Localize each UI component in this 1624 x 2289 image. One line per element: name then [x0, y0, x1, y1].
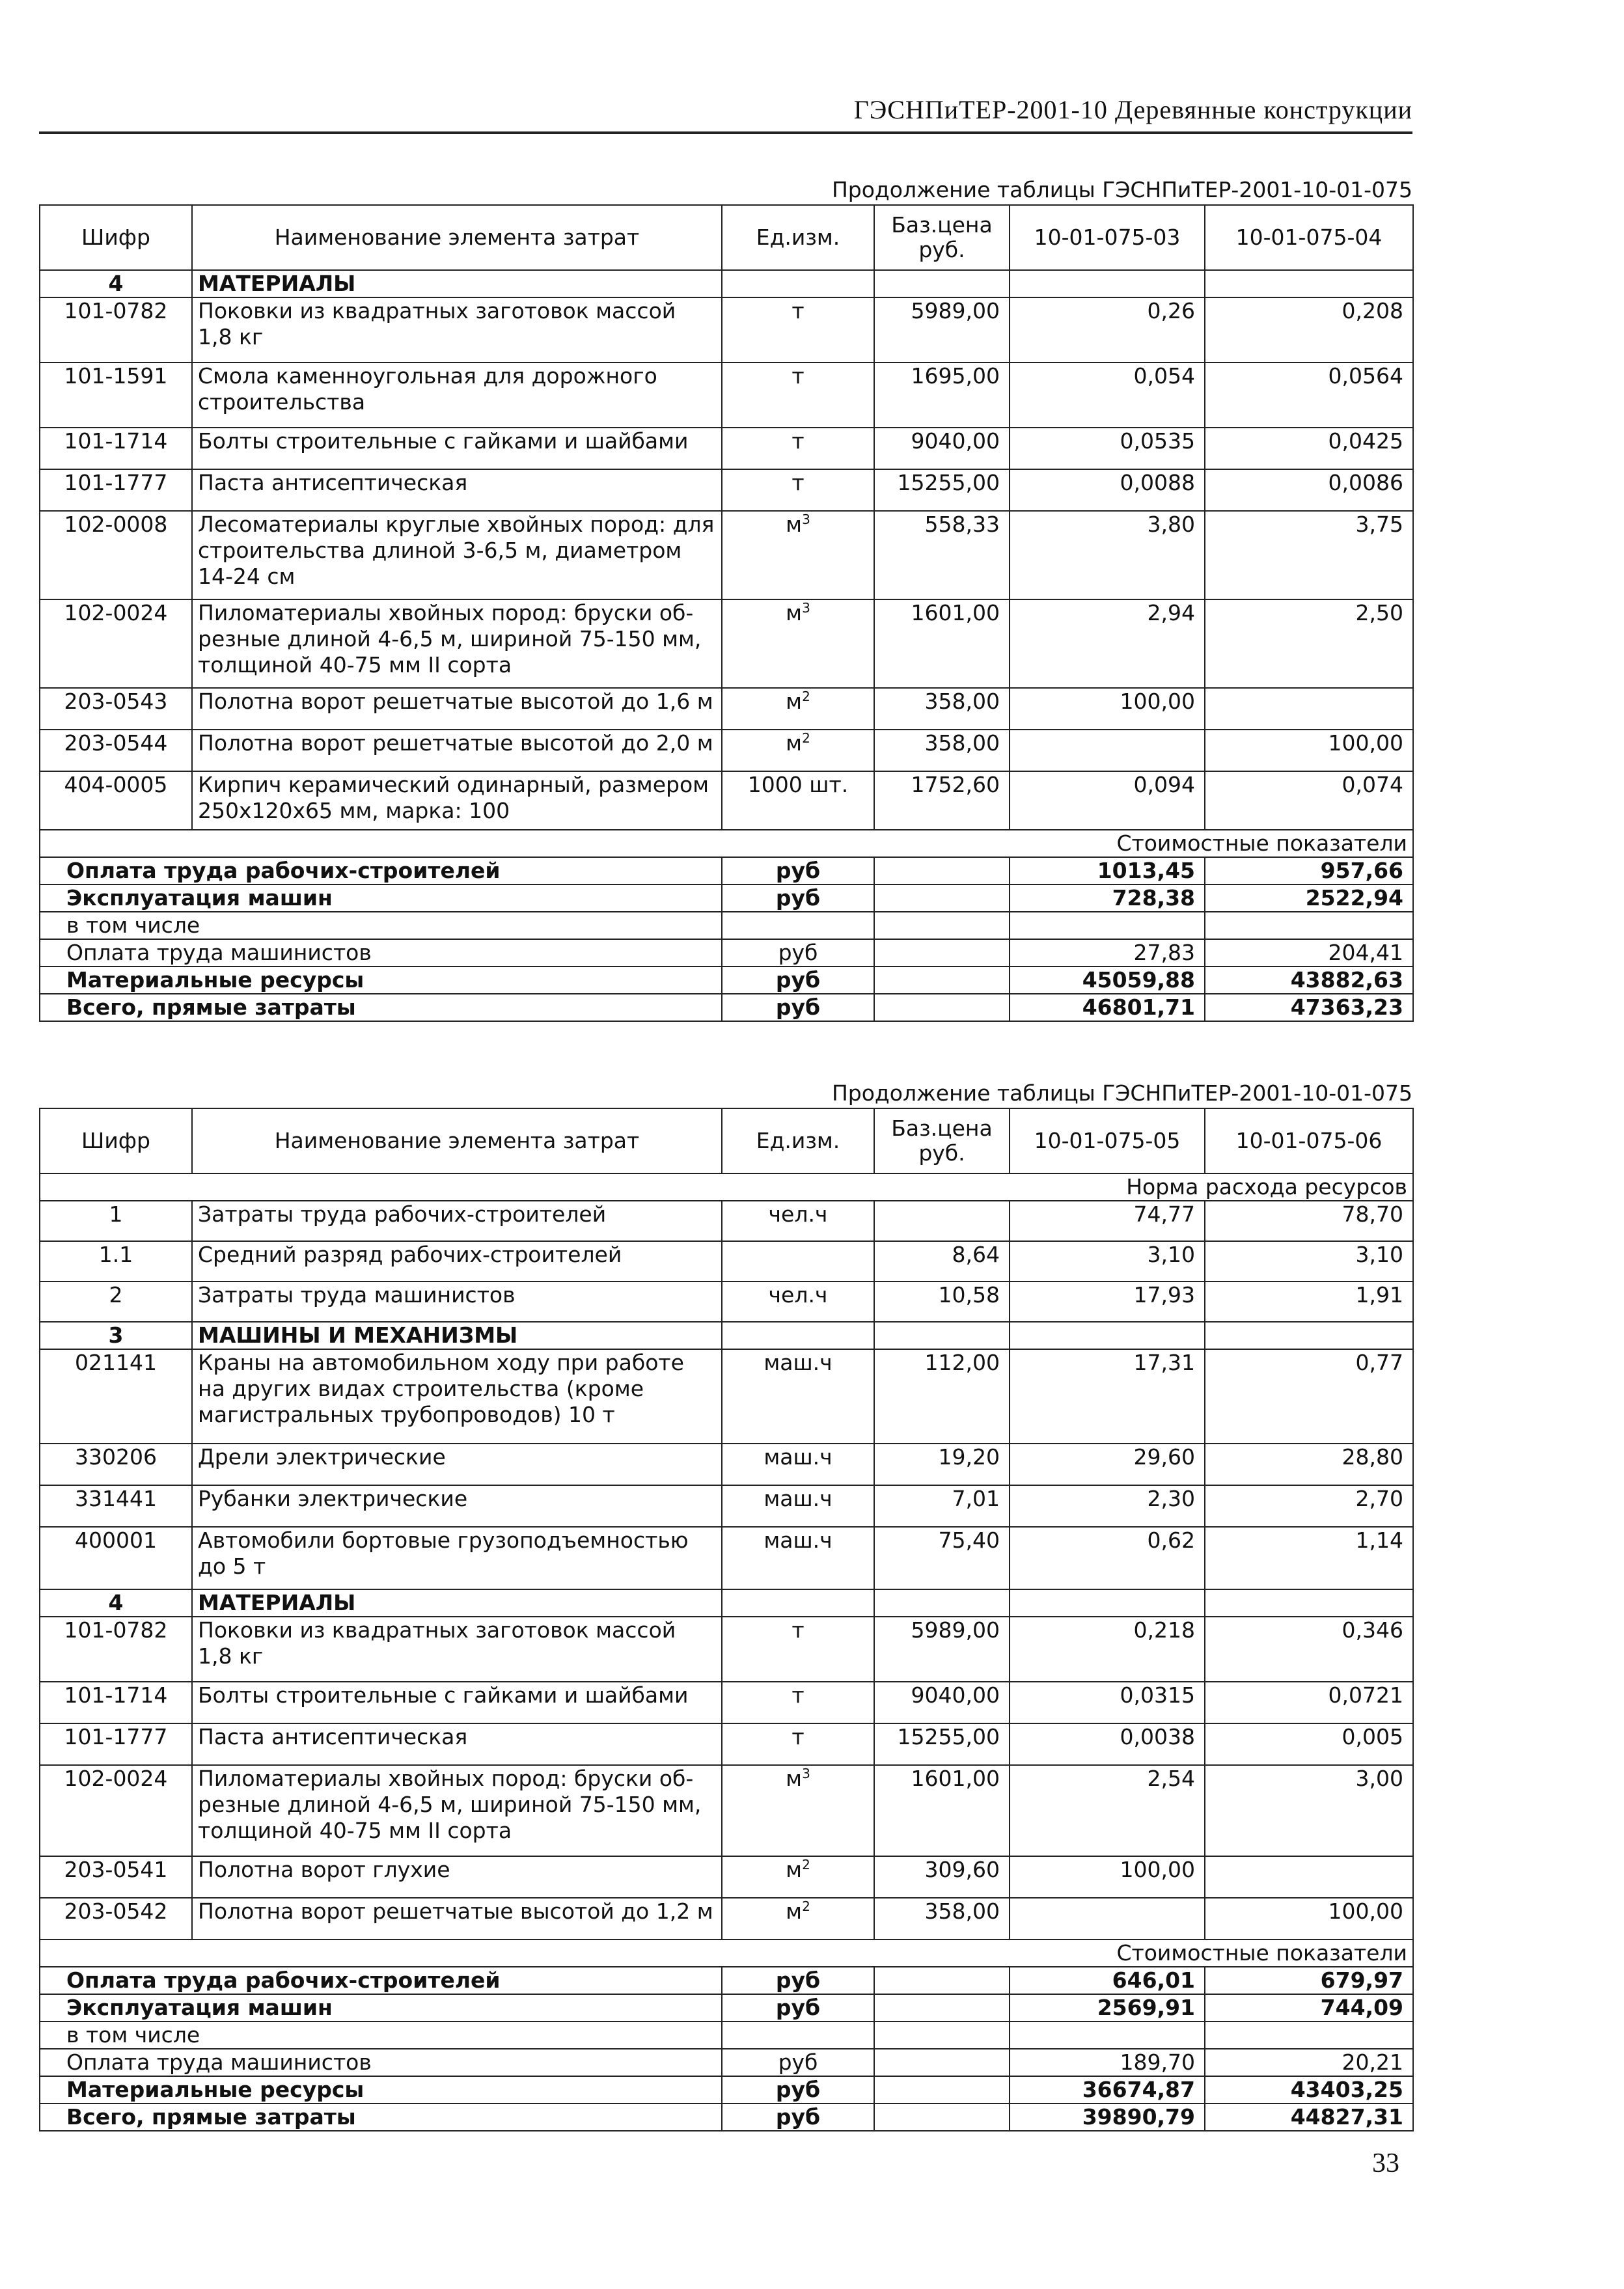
total-row — [40, 966, 1413, 994]
table2 — [39, 1108, 1414, 2131]
empty-cell — [874, 939, 1010, 966]
table-row — [40, 428, 1413, 469]
row-unit — [722, 1201, 874, 1241]
total-value1: 27,83 — [1010, 939, 1205, 966]
row-value2: 1,91 — [1205, 1282, 1413, 1322]
row-name: Пиломатериалы хвойных пород: бруски об-резные длиной 4-6,5 м, шириной 75-150 мм, толщиной 40-75 мм II сорта — [192, 1765, 722, 1856]
row-value2: 3,10 — [1205, 1241, 1413, 1282]
table-row — [40, 1898, 1413, 1939]
total-value1: 46801,71 — [1010, 994, 1205, 1021]
cost-header-row-text: Стоимостные показатели — [40, 830, 1413, 857]
total-label: Материальные ресурсы — [40, 966, 722, 994]
cost-header-row — [40, 1939, 1413, 1967]
table-row — [40, 1682, 1413, 1723]
unit-text: маш.ч — [764, 1350, 833, 1375]
row-name: Паста антисептическая — [192, 469, 722, 511]
row-code: 102-0008 — [40, 511, 192, 599]
section-row — [40, 270, 1413, 297]
total-unit: руб — [722, 994, 874, 1021]
row-value2: 2,70 — [1205, 1485, 1413, 1527]
total-unit: руб — [722, 884, 874, 912]
row-value2: 0,074 — [1205, 771, 1413, 830]
total-label: Эксплуатация машин — [40, 1994, 722, 2022]
row-code: 1.1 — [40, 1241, 192, 1282]
table-row — [40, 1527, 1413, 1589]
row-unit — [722, 771, 874, 830]
total-value2: 2522,94 — [1205, 884, 1413, 912]
row-code: 203-0541 — [40, 1856, 192, 1898]
table-row — [40, 1765, 1413, 1856]
section-title: МАТЕРИАЛЫ — [192, 1589, 722, 1617]
total-row — [40, 1967, 1413, 1994]
row-price: 9040,00 — [874, 428, 1010, 469]
row-unit — [722, 428, 874, 469]
row-name: Краны на автомобильном ходу при работе на других видах строительства (кроме магистральных трубопроводов) 10 т — [192, 1349, 722, 1444]
row-value1: 2,94 — [1010, 599, 1205, 688]
row-price: 1601,00 — [874, 599, 1010, 688]
empty-cell — [874, 857, 1010, 884]
empty-cell — [722, 1322, 874, 1349]
total-label: в том числе — [40, 2022, 722, 2049]
unit-text: м — [786, 1857, 803, 1882]
unit-text: м — [786, 512, 803, 537]
total-value2: 679,97 — [1205, 1967, 1413, 1994]
row-name: Поковки из квадратных заготовок массой 1,8 кг — [192, 1617, 722, 1682]
unit-text: т — [791, 363, 805, 389]
row-name: Затраты труда машинистов — [192, 1282, 722, 1322]
row-name: Кирпич керамический одинарный, размером 250х120х65 мм, марка: 100 — [192, 771, 722, 830]
row-name: Поковки из квадратных заготовок массой 1,8 кг — [192, 297, 722, 363]
row-price — [874, 1201, 1010, 1241]
table-row — [40, 1349, 1413, 1444]
total-value2: 744,09 — [1205, 1994, 1413, 2022]
row-value2: 1,14 — [1205, 1527, 1413, 1589]
empty-cell — [722, 1589, 874, 1617]
unit-text: чел.ч — [768, 1201, 828, 1227]
empty-cell — [1205, 1322, 1413, 1349]
empty-cell — [874, 2049, 1010, 2076]
total-unit — [722, 2022, 874, 2049]
row-code: 203-0542 — [40, 1898, 192, 1939]
table-row — [40, 599, 1413, 688]
table-row — [40, 1241, 1413, 1282]
row-code: 203-0544 — [40, 730, 192, 771]
row-unit — [722, 363, 874, 428]
table-row — [40, 1282, 1413, 1322]
unit-exponent: 2 — [802, 730, 810, 746]
row-unit — [722, 1856, 874, 1898]
col-code-header: Шифр — [40, 205, 192, 270]
row-value2: 3,00 — [1205, 1765, 1413, 1856]
row-code: 404-0005 — [40, 771, 192, 830]
row-name: Лесоматериалы круглые хвойных пород: для строительства длиной 3-6,5 м, диаметром 14-24 см — [192, 511, 722, 599]
total-row — [40, 939, 1413, 966]
table2-header-row — [40, 1108, 1413, 1173]
total-unit: руб — [722, 2104, 874, 2131]
row-value1: 0,218 — [1010, 1617, 1205, 1682]
row-value1: 100,00 — [1010, 688, 1205, 730]
row-unit — [722, 1241, 874, 1282]
total-row — [40, 2076, 1413, 2104]
table1-caption: Продолжение таблицы ГЭСНПиТЕР-2001-10-01-075 — [831, 177, 1412, 202]
total-value2: 44827,31 — [1205, 2104, 1413, 2131]
row-value2: 0,005 — [1205, 1723, 1413, 1765]
total-value1: 189,70 — [1010, 2049, 1205, 2076]
unit-text: маш.ч — [764, 1486, 833, 1511]
table-row — [40, 1485, 1413, 1527]
row-price: 5989,00 — [874, 297, 1010, 363]
row-value1 — [1010, 730, 1205, 771]
row-code: 101-1591 — [40, 363, 192, 428]
total-value2 — [1205, 912, 1413, 939]
row-name: Полотна ворот решетчатые высотой до 2,0 м — [192, 730, 722, 771]
col-price-header: Баз.цена руб. — [874, 1108, 1010, 1173]
row-code: 101-0782 — [40, 297, 192, 363]
row-unit — [722, 1485, 874, 1527]
col-unit-header: Ед.изм. — [722, 205, 874, 270]
row-price: 10,58 — [874, 1282, 1010, 1322]
table-row — [40, 297, 1413, 363]
row-name: Дрели электрические — [192, 1444, 722, 1485]
row-price: 358,00 — [874, 1898, 1010, 1939]
row-price: 8,64 — [874, 1241, 1010, 1282]
row-name: Пиломатериалы хвойных пород: бруски об-резные длиной 4-6,5 м, шириной 75-150 мм, толщиной 40-75 мм II сорта — [192, 599, 722, 688]
empty-cell — [874, 1967, 1010, 1994]
total-unit: руб — [722, 857, 874, 884]
row-code: 101-1777 — [40, 469, 192, 511]
empty-cell — [874, 994, 1010, 1021]
row-value1: 0,0088 — [1010, 469, 1205, 511]
row-value1: 100,00 — [1010, 1856, 1205, 1898]
unit-text: т — [791, 1682, 805, 1708]
unit-text: м — [786, 730, 803, 756]
row-value2 — [1205, 688, 1413, 730]
section-code: 3 — [40, 1322, 192, 1349]
row-value1: 0,094 — [1010, 771, 1205, 830]
total-row — [40, 2104, 1413, 2131]
empty-cell — [874, 2104, 1010, 2131]
row-name: Паста антисептическая — [192, 1723, 722, 1765]
unit-text: т — [791, 428, 805, 454]
row-unit — [722, 1282, 874, 1322]
row-name: Полотна ворот решетчатые высотой до 1,2 м — [192, 1898, 722, 1939]
unit-text: м — [786, 600, 803, 625]
col-value2-header: 10-01-075-06 — [1205, 1108, 1413, 1173]
row-code: 1 — [40, 1201, 192, 1241]
row-price: 7,01 — [874, 1485, 1010, 1527]
section-row — [40, 1322, 1413, 1349]
table-row — [40, 469, 1413, 511]
row-value2 — [1205, 1856, 1413, 1898]
table2-caption: Продолжение таблицы ГЭСНПиТЕР-2001-10-01-075 — [831, 1080, 1412, 1106]
total-label: Оплата труда машинистов — [40, 939, 722, 966]
unit-text: м — [786, 689, 803, 714]
row-code: 331441 — [40, 1485, 192, 1527]
norm-header-row — [40, 1173, 1413, 1201]
total-value1: 1013,45 — [1010, 857, 1205, 884]
row-unit — [722, 1349, 874, 1444]
table-row — [40, 1856, 1413, 1898]
row-price: 1695,00 — [874, 363, 1010, 428]
row-price: 19,20 — [874, 1444, 1010, 1485]
row-price: 9040,00 — [874, 1682, 1010, 1723]
row-value2: 0,0086 — [1205, 469, 1413, 511]
row-price: 309,60 — [874, 1856, 1010, 1898]
table-row — [40, 1201, 1413, 1241]
total-row — [40, 912, 1413, 939]
row-name: Смола каменноугольная для дорожного строительства — [192, 363, 722, 428]
empty-cell — [874, 884, 1010, 912]
unit-text: т — [791, 470, 805, 495]
row-value2: 28,80 — [1205, 1444, 1413, 1485]
total-label: Оплата труда рабочих-строителей — [40, 857, 722, 884]
row-code: 330206 — [40, 1444, 192, 1485]
empty-cell — [874, 966, 1010, 994]
total-value2: 47363,23 — [1205, 994, 1413, 1021]
table-row — [40, 511, 1413, 599]
total-label: Материальные ресурсы — [40, 2076, 722, 2104]
empty-cell — [874, 1322, 1010, 1349]
section-title: МАШИНЫ И МЕХАНИЗМЫ — [192, 1322, 722, 1349]
total-unit: руб — [722, 939, 874, 966]
row-unit — [722, 511, 874, 599]
unit-text: маш.ч — [764, 1444, 833, 1470]
table-row — [40, 1723, 1413, 1765]
row-name: Автомобили бортовые грузоподъемностью до 5 т — [192, 1527, 722, 1589]
total-label: Оплата труда машинистов — [40, 2049, 722, 2076]
total-value1: 2569,91 — [1010, 1994, 1205, 2022]
row-price: 358,00 — [874, 688, 1010, 730]
row-value1: 2,30 — [1010, 1485, 1205, 1527]
row-unit — [722, 1527, 874, 1589]
table-row — [40, 688, 1413, 730]
cost-header-row-text: Стоимостные показатели — [40, 1939, 1413, 1967]
empty-cell — [874, 2022, 1010, 2049]
row-name: Болты строительные с гайками и шайбами — [192, 428, 722, 469]
unit-text: 1000 шт. — [747, 772, 849, 797]
total-row — [40, 994, 1413, 1021]
col-name-header: Наименование элемента затрат — [192, 205, 722, 270]
col-price-header: Баз.цена руб. — [874, 205, 1010, 270]
total-label: Всего, прямые затраты — [40, 994, 722, 1021]
row-code: 101-0782 — [40, 1617, 192, 1682]
row-value1 — [1010, 1898, 1205, 1939]
unit-text: м — [786, 1898, 803, 1924]
total-unit: руб — [722, 1967, 874, 1994]
total-label: Оплата труда рабочих-строителей — [40, 1967, 722, 1994]
row-value1: 0,054 — [1010, 363, 1205, 428]
row-value1: 17,31 — [1010, 1349, 1205, 1444]
row-value1: 29,60 — [1010, 1444, 1205, 1485]
row-unit — [722, 1682, 874, 1723]
row-price: 1752,60 — [874, 771, 1010, 830]
total-unit — [722, 912, 874, 939]
row-unit — [722, 1723, 874, 1765]
total-unit: руб — [722, 2049, 874, 2076]
unit-text: м — [786, 1766, 803, 1791]
section-row — [40, 1589, 1413, 1617]
total-value1: 36674,87 — [1010, 2076, 1205, 2104]
col-name-header: Наименование элемента затрат — [192, 1108, 722, 1173]
unit-text: т — [791, 1617, 805, 1643]
unit-exponent: 3 — [802, 600, 810, 616]
row-value2: 2,50 — [1205, 599, 1413, 688]
total-unit: руб — [722, 966, 874, 994]
row-code: 021141 — [40, 1349, 192, 1444]
row-price: 358,00 — [874, 730, 1010, 771]
total-value1 — [1010, 2022, 1205, 2049]
total-value2: 204,41 — [1205, 939, 1413, 966]
unit-exponent: 3 — [802, 512, 810, 527]
row-value1: 0,0535 — [1010, 428, 1205, 469]
unit-text: т — [791, 298, 805, 323]
empty-cell — [1010, 1589, 1205, 1617]
row-value2: 0,0721 — [1205, 1682, 1413, 1723]
total-value1 — [1010, 912, 1205, 939]
empty-cell — [874, 912, 1010, 939]
section-code: 4 — [40, 1589, 192, 1617]
row-name: Полотна ворот глухие — [192, 1856, 722, 1898]
row-unit — [722, 1444, 874, 1485]
row-unit — [722, 730, 874, 771]
table1-header-row — [40, 205, 1413, 270]
row-code: 102-0024 — [40, 599, 192, 688]
row-code: 102-0024 — [40, 1765, 192, 1856]
total-unit: руб — [722, 2076, 874, 2104]
row-value1: 17,93 — [1010, 1282, 1205, 1322]
unit-exponent: 3 — [802, 1766, 810, 1781]
table1 — [39, 204, 1414, 1022]
section-code: 4 — [40, 270, 192, 297]
unit-text: т — [791, 1724, 805, 1749]
row-value2: 100,00 — [1205, 1898, 1413, 1939]
table-row — [40, 771, 1413, 830]
row-name: Средний разряд рабочих-строителей — [192, 1241, 722, 1282]
row-code: 2 — [40, 1282, 192, 1322]
empty-cell — [1010, 1322, 1205, 1349]
col-value2-header: 10-01-075-04 — [1205, 205, 1413, 270]
total-value1: 728,38 — [1010, 884, 1205, 912]
table-row — [40, 1444, 1413, 1485]
cost-header-row — [40, 830, 1413, 857]
total-row — [40, 1994, 1413, 2022]
row-value1: 0,0315 — [1010, 1682, 1205, 1723]
total-value1: 39890,79 — [1010, 2104, 1205, 2131]
row-name: Полотна ворот решетчатые высотой до 1,6 м — [192, 688, 722, 730]
norm-header-row-text: Норма расхода ресурсов — [40, 1173, 1413, 1201]
row-value2: 0,346 — [1205, 1617, 1413, 1682]
unit-text: чел.ч — [768, 1282, 828, 1308]
total-value1: 646,01 — [1010, 1967, 1205, 1994]
row-code: 203-0543 — [40, 688, 192, 730]
row-price: 1601,00 — [874, 1765, 1010, 1856]
table-row — [40, 730, 1413, 771]
row-unit — [722, 297, 874, 363]
page-number: 33 — [1372, 2148, 1399, 2178]
row-value2: 78,70 — [1205, 1201, 1413, 1241]
total-value2 — [1205, 2022, 1413, 2049]
total-value1: 45059,88 — [1010, 966, 1205, 994]
total-row — [40, 857, 1413, 884]
row-value1: 2,54 — [1010, 1765, 1205, 1856]
row-value1: 3,80 — [1010, 511, 1205, 599]
row-price: 15255,00 — [874, 1723, 1010, 1765]
total-label: Всего, прямые затраты — [40, 2104, 722, 2131]
empty-cell — [874, 1589, 1010, 1617]
empty-cell — [1205, 1589, 1413, 1617]
running-header — [39, 91, 1412, 134]
total-value2: 957,66 — [1205, 857, 1413, 884]
row-unit — [722, 599, 874, 688]
row-value2: 100,00 — [1205, 730, 1413, 771]
unit-exponent: 2 — [802, 1857, 810, 1872]
row-code: 101-1714 — [40, 1682, 192, 1723]
row-value2: 0,0425 — [1205, 428, 1413, 469]
unit-text: маш.ч — [764, 1528, 833, 1553]
row-value2: 0,77 — [1205, 1349, 1413, 1444]
col-value1-header: 10-01-075-03 — [1010, 205, 1205, 270]
total-label: в том числе — [40, 912, 722, 939]
row-value2: 0,0564 — [1205, 363, 1413, 428]
row-price: 112,00 — [874, 1349, 1010, 1444]
row-code: 101-1714 — [40, 428, 192, 469]
row-unit — [722, 1617, 874, 1682]
col-code-header: Шифр — [40, 1108, 192, 1173]
row-unit — [722, 688, 874, 730]
table-row — [40, 363, 1413, 428]
row-unit — [722, 469, 874, 511]
section-title: МАТЕРИАЛЫ — [192, 270, 722, 297]
row-value2: 0,208 — [1205, 297, 1413, 363]
total-unit: руб — [722, 1994, 874, 2022]
row-value1: 0,26 — [1010, 297, 1205, 363]
empty-cell — [874, 2076, 1010, 2104]
empty-cell — [874, 1994, 1010, 2022]
row-code: 400001 — [40, 1527, 192, 1589]
table-row — [40, 1617, 1413, 1682]
row-price: 15255,00 — [874, 469, 1010, 511]
col-value1-header: 10-01-075-05 — [1010, 1108, 1205, 1173]
total-value2: 43403,25 — [1205, 2076, 1413, 2104]
row-name: Рубанки электрические — [192, 1485, 722, 1527]
row-value1: 74,77 — [1010, 1201, 1205, 1241]
row-unit — [722, 1765, 874, 1856]
row-price: 75,40 — [874, 1527, 1010, 1589]
total-label: Эксплуатация машин — [40, 884, 722, 912]
row-value1: 0,0038 — [1010, 1723, 1205, 1765]
total-value2: 20,21 — [1205, 2049, 1413, 2076]
row-value1: 0,62 — [1010, 1527, 1205, 1589]
total-row — [40, 884, 1413, 912]
total-row — [40, 2022, 1413, 2049]
unit-exponent: 2 — [802, 689, 810, 704]
row-name: Болты строительные с гайками и шайбами — [192, 1682, 722, 1723]
unit-exponent: 2 — [802, 1898, 810, 1914]
total-row — [40, 2049, 1413, 2076]
header-title: ГЭСНПиТЕР-2001-10 Деревянные конструкции — [853, 95, 1412, 124]
row-unit — [722, 1898, 874, 1939]
row-name: Затраты труда рабочих-строителей — [192, 1201, 722, 1241]
row-value2: 3,75 — [1205, 511, 1413, 599]
row-value1: 3,10 — [1010, 1241, 1205, 1282]
row-code: 101-1777 — [40, 1723, 192, 1765]
row-price: 558,33 — [874, 511, 1010, 599]
total-value2: 43882,63 — [1205, 966, 1413, 994]
row-price: 5989,00 — [874, 1617, 1010, 1682]
col-unit-header: Ед.изм. — [722, 1108, 874, 1173]
